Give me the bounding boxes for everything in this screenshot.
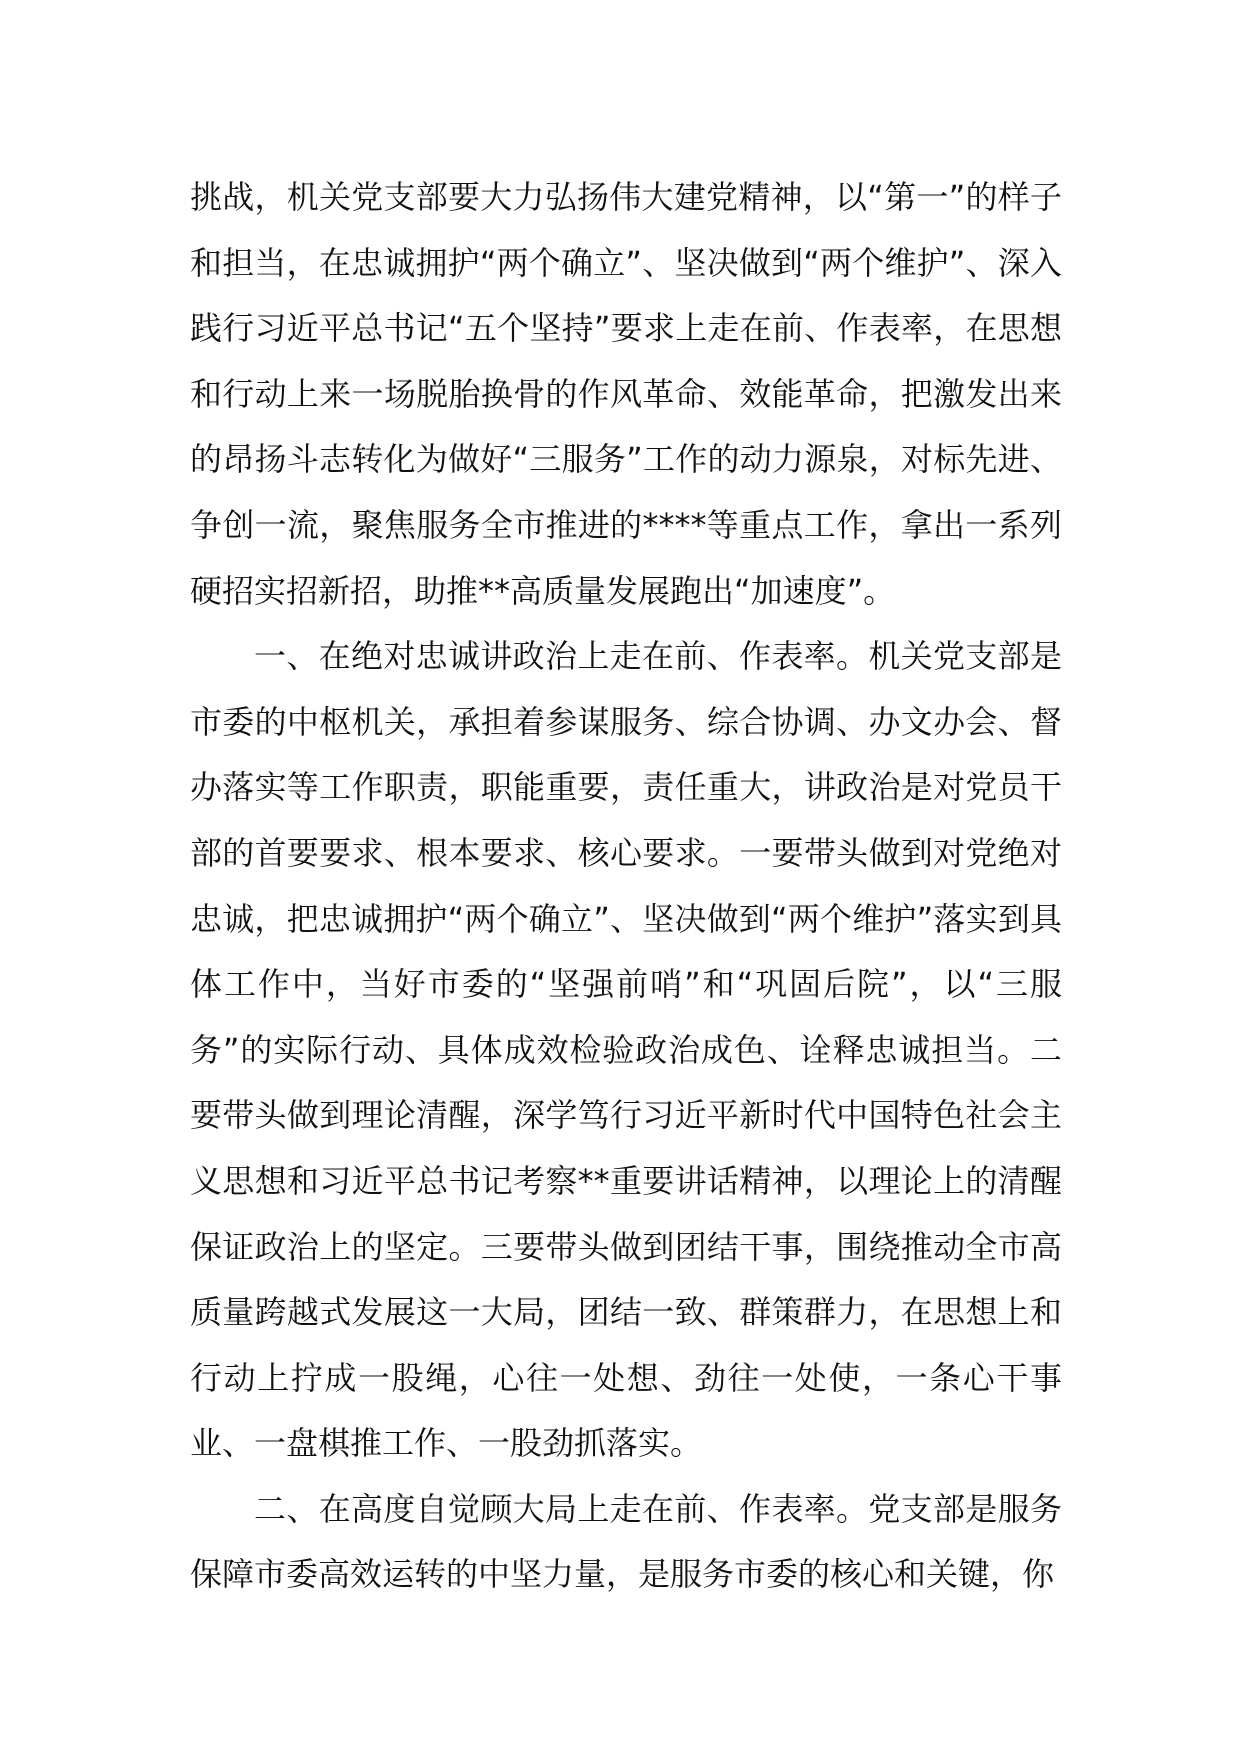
paragraph-continuation: 挑战，机关党支部要大力弘扬伟大建党精神，以“第一”的样子和担当，在忠诚拥护“两个确立”、坚决做到“两个维护”、深入践行习近平总书记“五个坚持”要求上走在前、作表率，在思想和行动上来一场脱胎换骨的作风革命、效能革命，把激发出来的昂扬斗志转化为做好“三服务”工作的动力源泉，对标先进、争创一流，聚焦服务全市推进的****等重点工作，拿出一系列硬招实招新招，助推**高质量发展跑出“加速度”。 bbox=[190, 178, 1062, 610]
document-body bbox=[190, 165, 1062, 1608]
paragraph-section-two: 二、在高度自觉顾大局上走在前、作表率。党支部是服务保障市委高效运转的中坚力量，是服务市委的核心和关键，你 bbox=[190, 1489, 1062, 1594]
paragraph-section-one: 一、在绝对忠诚讲政治上走在前、作表率。机关党支部是市委的中枢机关，承担着参谋服务、综合协调、办文办会、督办落实等工作职责，职能重要，责任重大，讲政治是对党员干部的首要要求、根本要求、核心要求。一要带头做到对党绝对忠诚，把忠诚拥护“两个确立”、坚决做到“两个维护”落实到具体工作中，当好市委的“坚强前哨”和“巩固后院”，以“三服务”的实际行动、具体成效检验政治成色、诠释忠诚担当。二要带头做到理论清醒，深学笃行习近平新时代中国特色社会主义思想和习近平总书记考察**重要讲话精神，以理论上的清醒保证政治上的坚定。三要带头做到团结干事，围绕推动全市高质量跨越式发展这一大局，团结一致、群策群力，在思想上和行动上拧成一股绳，心往一处想、劲往一处使，一条心干事业、一盘棋推工作、一股劲抓落实。 bbox=[190, 637, 1062, 1463]
